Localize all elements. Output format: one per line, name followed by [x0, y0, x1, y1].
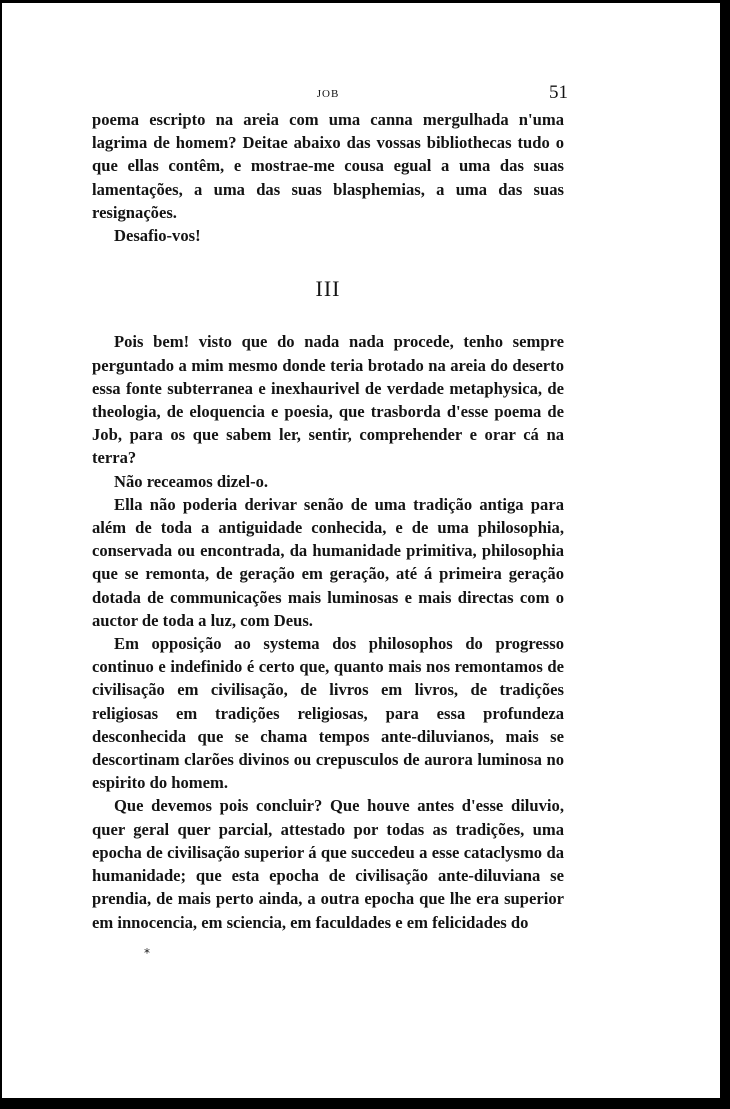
paragraph-desafio: Desafio-vos! [114, 226, 201, 246]
scan-border-left [0, 0, 2, 1109]
scan-border-bottom [0, 1098, 730, 1109]
page-number: 51 [549, 82, 568, 103]
running-head [92, 78, 568, 108]
paragraph-pois-bem: Pois bem! visto que do nada nada procede, tenho sempre perguntado a mim mesmo donde teria brotado na areia do deserto essa fonte subterranea e inexhaurivel de verdade metaphysica, de theologia, de eloquencia e poesia, que trasborda d'esse poema de Job, para os que sabem ler, sentir, comprehender e orar cá na terra? [92, 332, 564, 468]
page-body [92, 108, 564, 934]
scan-border-right [720, 0, 730, 1109]
section-heading: III [315, 276, 341, 302]
paragraph-ella: Ella não poderia derivar senão de uma tradição antiga para além de toda a antiguidade conhecida, e de uma philosophia, conservada ou encontrada, da humanidade primitiva, philosophia que se remonta, de geração em geração, até á primeira geração dotada de communicações mais luminosas e mais directas com o auctor de toda a luz, com Deus. [92, 494, 564, 630]
book-page [92, 78, 568, 960]
signature-mark: * [144, 946, 150, 960]
running-title: JOB [316, 88, 340, 100]
paragraph-opposicao: Em opposição ao systema dos philosophos do progresso continuo e indefinido é certo que, quanto mais nos remontamos de civilisação em civilisação, de livros em livros, de tradições religiosas em tradições religiosas, para essa profundeza desconhecida que se chama tempos ante-diluvianos, mais se descortinam clarões divinos ou crepusculos de aurora luminosa no espirito do homem. [92, 634, 564, 793]
scan-border-top [0, 0, 730, 3]
paragraph-continuation: poema escripto na areia com uma canna mergulhada n'uma lagrima de homem? Deitae abaixo das vossas bibliothecas tudo o que ellas contêm, e mostrae-me cousa egual a uma das suas lamentações, a uma das suas blasphemias, a uma das suas resignações. [92, 110, 564, 222]
paragraph-concluir: Que devemos pois concluir? Que houve antes d'esse diluvio, quer geral quer parcial, attestado por todas as tradições, uma epocha de civilisação superior á que succedeu a esse cataclysmo da humanidade; que esta epocha de civilisação ante-diluviana se prendia, de mais perto ainda, a outra epocha que lhe era superior em innocencia, em sciencia, em faculdades e em felicidades do [92, 796, 564, 932]
paragraph-nao-receamos: Não receamos dizel-o. [114, 471, 269, 491]
